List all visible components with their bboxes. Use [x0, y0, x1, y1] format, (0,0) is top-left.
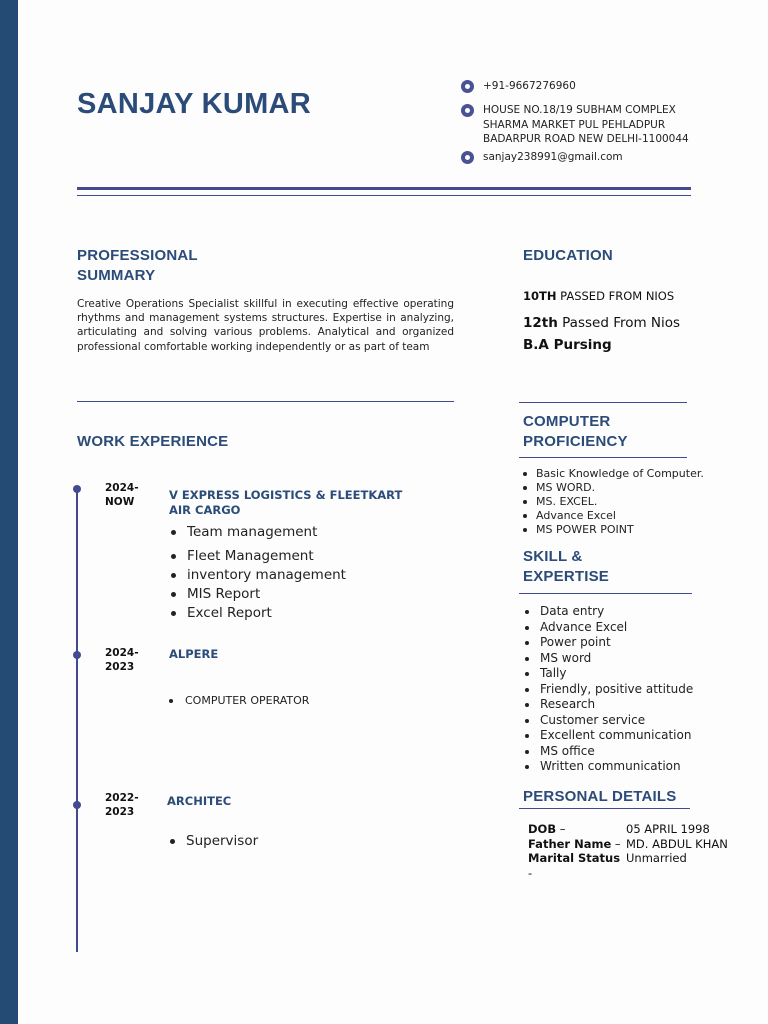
personal-value: Unmarried	[626, 851, 687, 865]
job-date	[105, 646, 139, 674]
education-divider	[519, 402, 687, 403]
address-line: BADARPUR ROAD NEW DELHI-1100044	[483, 133, 689, 145]
duty-item: Excel Report	[169, 604, 346, 623]
personal-row	[528, 837, 728, 852]
job-company: ALPERE	[169, 647, 219, 661]
summary-heading-line: PROFESSIONAL	[77, 247, 198, 264]
personal-sep: -	[528, 865, 533, 880]
address-line: HOUSE NO.18/19 SUBHAM COMPLEX	[483, 104, 676, 116]
email-text: sanjay238991@gmail.com	[483, 151, 623, 163]
personal-key: Marital Status	[528, 851, 621, 865]
header-divider-thick	[77, 187, 691, 190]
education-level: 12th	[523, 315, 558, 331]
computer-item: Advance Excel	[521, 509, 704, 523]
duty-item: Supervisor	[168, 832, 258, 851]
skills-heading-line: EXPERTISE	[523, 568, 609, 585]
phone-icon	[461, 80, 474, 93]
education-level: 10TH	[523, 289, 557, 303]
skill-item: Friendly, positive attitude	[523, 682, 693, 698]
skills-heading-line: SKILL &	[523, 548, 583, 565]
skill-item: Advance Excel	[523, 620, 693, 636]
computer-heading-line: COMPUTER	[523, 413, 611, 430]
job-date-line: 2022-	[105, 792, 139, 804]
skill-item: Written communication	[523, 759, 693, 775]
personal-sep: –	[611, 836, 621, 851]
contact-email	[461, 150, 623, 165]
computer-item: MS. EXCEL.	[521, 495, 704, 509]
job-date-line: NOW	[105, 496, 135, 508]
personal-details	[528, 822, 728, 880]
computer-item: Basic Knowledge of Computer.	[521, 467, 704, 481]
education-detail: PASSED FROM NIOS	[556, 289, 675, 303]
summary-divider	[77, 401, 454, 402]
computer-divider	[519, 457, 687, 458]
personal-value: 05 APRIL 1998	[626, 822, 710, 836]
work-heading: WORK EXPERIENCE	[77, 433, 229, 450]
header-divider-thin	[77, 195, 691, 196]
skill-item: Research	[523, 697, 693, 713]
job-duties	[168, 832, 258, 851]
duty-item: COMPUTER OPERATOR	[167, 694, 309, 708]
timeline-dot	[73, 485, 81, 493]
left-accent-bar	[0, 0, 18, 1024]
computer-heading-line: PROFICIENCY	[523, 433, 628, 450]
computer-item: MS WORD.	[521, 481, 704, 495]
job-date-line: 2023	[105, 661, 135, 673]
job-company: ARCHITEC	[167, 794, 232, 808]
job-duties	[169, 523, 346, 623]
job-company	[169, 488, 402, 518]
contact-address	[461, 103, 689, 147]
location-icon	[461, 104, 474, 117]
skill-item: Customer service	[523, 713, 693, 729]
education-heading: EDUCATION	[523, 247, 613, 264]
job-date	[105, 791, 139, 819]
skill-item: Tally	[523, 666, 693, 682]
skill-item: MS office	[523, 744, 693, 760]
job-date	[105, 481, 139, 509]
personal-key: Father Name	[528, 836, 612, 851]
personal-row	[528, 822, 728, 837]
computer-heading	[523, 412, 628, 452]
duty-item: MIS Report	[169, 585, 346, 604]
skills-heading	[523, 547, 609, 587]
personal-heading: PERSONAL DETAILS	[523, 788, 677, 805]
personal-sep: –	[556, 822, 566, 836]
education-item	[523, 289, 674, 303]
personal-key: DOB	[528, 822, 557, 836]
skill-item: Data entry	[523, 604, 693, 620]
duty-item: inventory management	[169, 566, 346, 585]
duty-item: Team management	[169, 523, 346, 542]
candidate-name: SANJAY KUMAR	[77, 88, 312, 120]
address-line: SHARMA MARKET PUL PEHLADPUR	[483, 118, 666, 131]
skill-item: Excellent communication	[523, 728, 693, 744]
duty-item: Fleet Management	[169, 547, 346, 566]
education-level: B.A Pursing	[523, 337, 612, 353]
summary-heading	[77, 246, 198, 286]
contact-phone	[461, 79, 576, 94]
timeline-dot	[73, 801, 81, 809]
computer-list	[521, 467, 704, 537]
job-company-line: V EXPRESS LOGISTICS & FLEETKART	[169, 488, 403, 502]
skill-item: Power point	[523, 635, 693, 651]
mail-icon	[461, 151, 474, 164]
education-item	[523, 337, 612, 353]
personal-divider	[519, 808, 690, 809]
skill-item: MS word	[523, 651, 693, 667]
personal-value: MD. ABDUL KHAN	[626, 836, 728, 851]
skills-divider	[519, 593, 692, 594]
job-date-line: 2024-	[105, 482, 139, 494]
job-date-line: 2023	[105, 806, 135, 818]
summary-heading-line: SUMMARY	[77, 267, 156, 284]
job-company-line: AIR CARGO	[169, 503, 241, 517]
education-detail: Passed From Nios	[557, 315, 681, 331]
job-date-line: 2024-	[105, 647, 139, 659]
personal-row	[528, 851, 728, 880]
phone-text: +91-9667276960	[483, 80, 576, 92]
timeline-dot	[73, 651, 81, 659]
computer-item: MS POWER POINT	[521, 523, 704, 537]
education-item	[523, 315, 680, 331]
timeline-line	[76, 487, 78, 952]
summary-text: Creative Operations Specialist skillful in executing effective operating rhythms and management systems structures. Expertise in analyzing, articulating and solving various problems. Analytical and organized professional comfortable working independently or as part of team	[77, 298, 454, 353]
job-duties	[167, 694, 309, 708]
skills-list	[523, 604, 693, 775]
